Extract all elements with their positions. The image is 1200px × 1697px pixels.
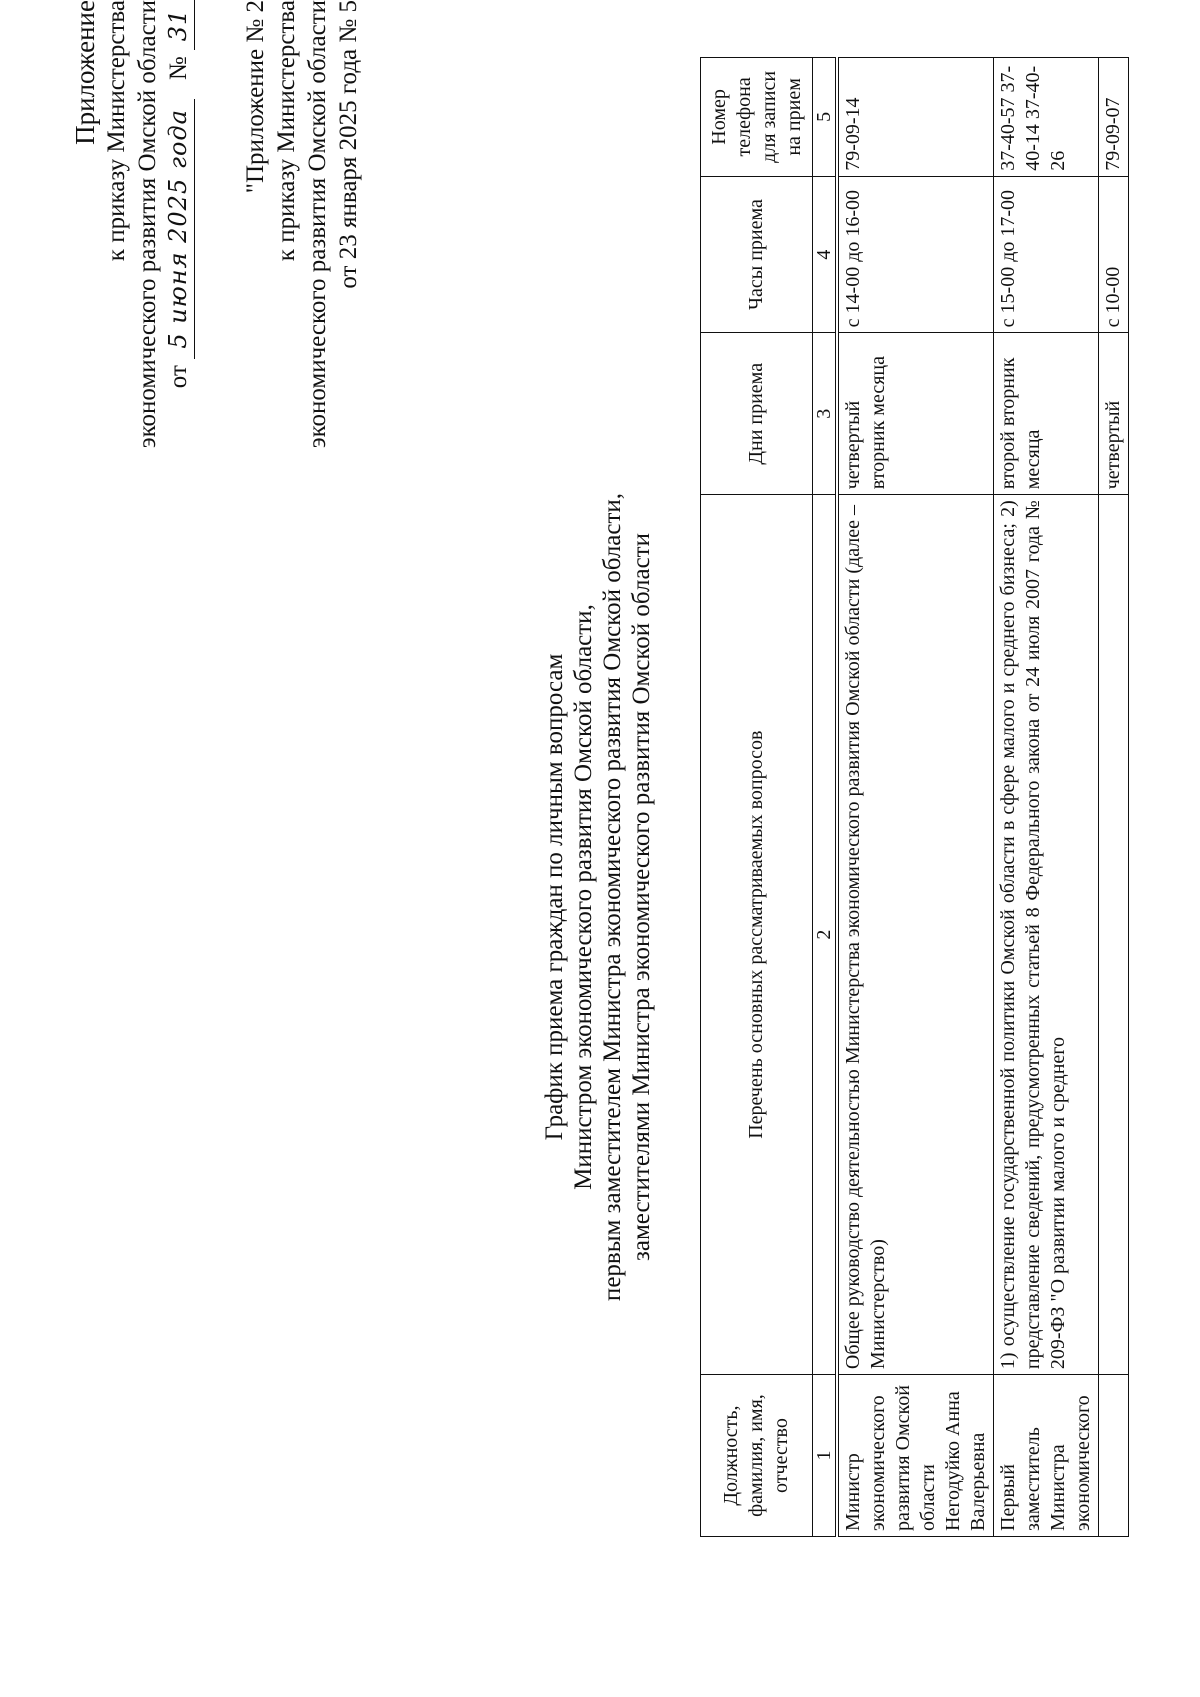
title-line3: первым заместителем Министра экономического развития Омской области,	[599, 492, 626, 1302]
number-prefix: №	[165, 56, 192, 81]
table-row	[994, 58, 1099, 1537]
header-hours: Часы приема	[701, 176, 813, 333]
reception-schedule-table	[700, 57, 1129, 1537]
document-title	[540, 397, 656, 1397]
appendix-line1: к приказу Министерства	[103, 0, 130, 262]
original-appendix-line2: к приказу Министерства	[273, 0, 300, 262]
header-days: Дни приема	[701, 333, 813, 495]
column-number: 2	[813, 495, 838, 1375]
appendix-title: Приложение	[70, 0, 100, 145]
column-number: 3	[813, 333, 838, 495]
table-row	[1099, 58, 1129, 1537]
column-number-row	[813, 58, 838, 1537]
header-issues: Перечень основных рассматриваемых вопросов	[701, 495, 813, 1375]
appendix-date-line	[163, 0, 195, 700]
cell-phones: 79-09-14	[837, 58, 994, 177]
cell-phones: 79-09-07	[1099, 58, 1129, 177]
header-phones: Номер телефона для записи на прием	[701, 58, 813, 177]
cell-official: Министр экономического развития Омской области Негодуйко Анна Валерьевна	[837, 1375, 994, 1537]
cell-hours: с 10-00	[1099, 176, 1129, 333]
cell-issues: Общее руководство деятельностью Министерства экономического развития Омской области (далее – Министерство)	[837, 495, 994, 1375]
column-number: 5	[813, 58, 838, 177]
cell-hours: с 15-00 до 17-00	[994, 176, 1099, 333]
cell-days: четвертый	[1099, 333, 1129, 495]
cell-days: четвертый вторник месяца	[837, 333, 994, 495]
cell-days: второй вторник месяца	[994, 333, 1099, 495]
original-appendix-line4: от 23 января 2025 года № 5	[335, 0, 362, 289]
title-line2: Министром экономического развития Омской области,	[570, 604, 597, 1190]
cell-issues	[1099, 495, 1129, 1375]
table-row	[837, 58, 994, 1537]
cell-official	[1099, 1375, 1129, 1537]
cell-hours: с 14-00 до 16-00	[837, 176, 994, 333]
title-line4: заместителями Министра экономического развития Омской области	[628, 533, 655, 1262]
cell-phones: 37-40-57 37-40-14 37-40-26	[994, 58, 1099, 177]
original-appendix-header	[240, 0, 364, 700]
cell-issues: 1) осуществление государственной политики Омской области в сфере малого и среднего бизнеса; 2) представление сведений, предусмотренных статьей 8 Федерального закона от 24 июля 2007 года № 209-ФЗ "О развитии малого и среднего	[994, 495, 1099, 1375]
appendix-line2: экономического развития Омской области	[134, 0, 161, 449]
cell-official: Первый заместитель Министра экономического	[994, 1375, 1099, 1537]
header-official: Должность, фамилия, имя, отчество	[701, 1375, 813, 1537]
title-line1: График приема граждан по личным вопросам	[541, 653, 568, 1141]
column-number: 4	[813, 176, 838, 333]
appendix-header	[70, 0, 195, 700]
handwritten-number: 31	[163, 0, 195, 50]
table-header-row	[701, 58, 813, 1537]
original-appendix-line1: "Приложение № 2	[242, 0, 269, 194]
column-number: 1	[813, 1375, 838, 1537]
handwritten-date: 5 июня 2025 года	[163, 99, 195, 359]
original-appendix-line3: экономического развития Омской области	[304, 0, 331, 449]
date-prefix: от	[165, 365, 192, 389]
